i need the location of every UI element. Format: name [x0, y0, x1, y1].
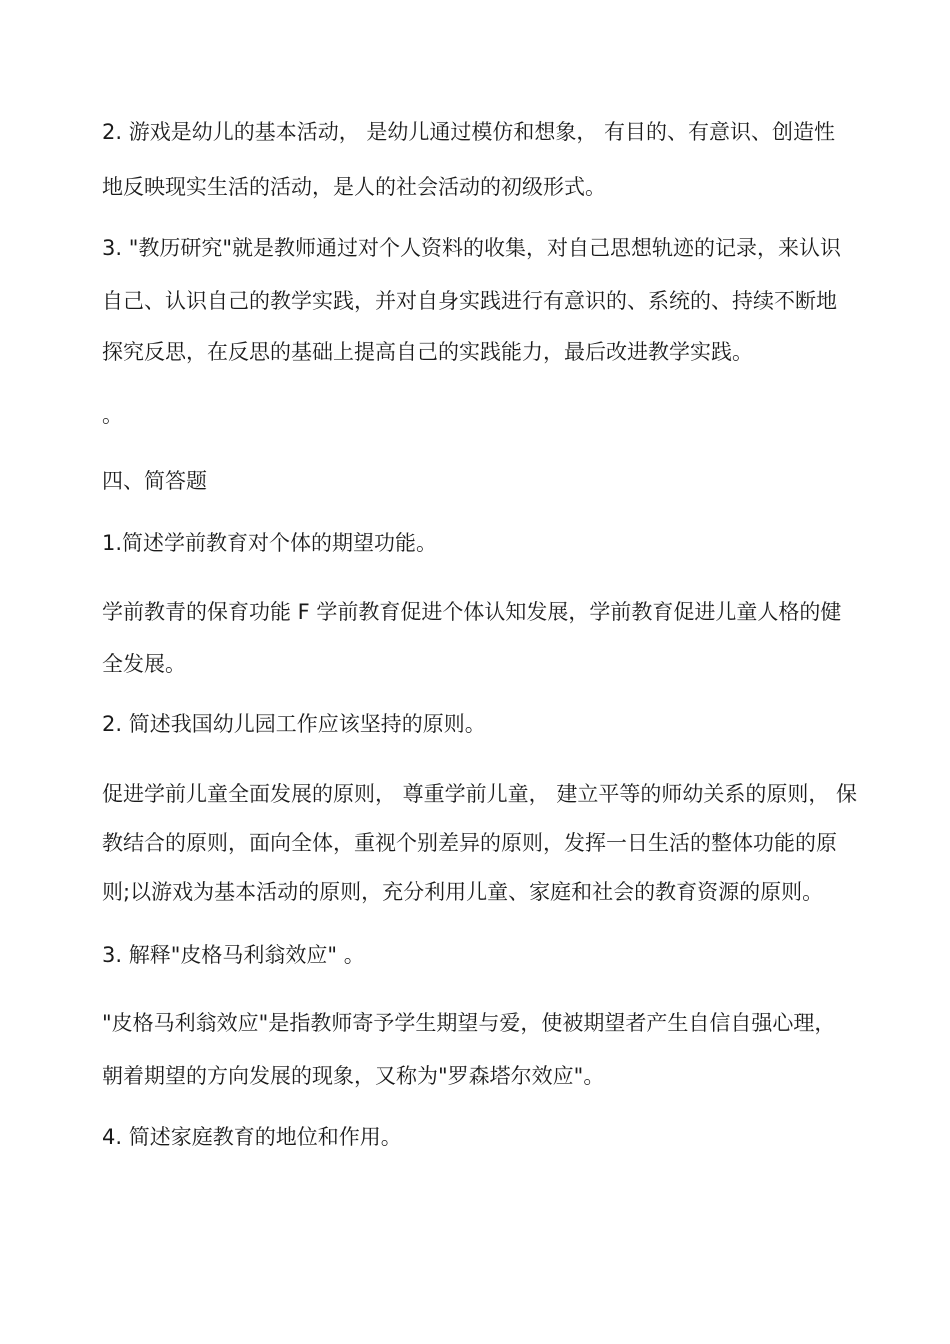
answer-line: "皮格马利翁效应"是指教师寄予学生期望与爱，使被期望者产生自信自强心理， [102, 1011, 836, 1035]
text-line: 2. 游戏是幼儿的基本活动， 是幼儿通过模仿和想象， 有目的、有意识、创造性 [102, 120, 836, 144]
answer-line: 则;以游戏为基本活动的原则，充分利用儿童、家庭和社会的教育资源的原则。 [102, 880, 824, 904]
text-line: 3. "教历研究"就是教师通过对个人资料的收集，对自己思想轨迹的记录，来认识 [102, 236, 842, 260]
answer-line: 全发展。 [102, 652, 186, 676]
question-line: 3. 解释"皮格马利翁效应" 。 [102, 943, 365, 967]
text-line: 自己、认识自己的教学实践，并对自身实践进行有意识的、系统的、持续不断地 [102, 289, 837, 313]
text-line: 地反映现实生活的活动，是人的社会活动的初级形式。 [102, 175, 606, 199]
answer-line: 教结合的原则，面向全体，重视个别差异的原则，发挥一日生活的整体功能的原 [102, 831, 837, 855]
question-line: 2. 简述我国幼儿园工作应该坚持的原则。 [102, 712, 486, 736]
question-line: 4. 简述家庭教育的地位和作用。 [102, 1125, 402, 1149]
question-line: 1.简述学前教育对个体的期望功能。 [102, 531, 438, 555]
answer-line: 朝着期望的方向发展的现象，又称为"罗森塔尔效应"。 [102, 1064, 605, 1088]
text-line: 探究反思，在反思的基础上提高自己的实践能力，最后改进教学实践。 [102, 340, 753, 364]
answer-line: 促进学前儿童全面发展的原则， 尊重学前儿童， 建立平等的师幼关系的原则， 保 [102, 782, 858, 806]
answer-line: 学前教青的保育功能 F 学前教育促进个体认知发展，学前教育促进儿童人格的健 [102, 600, 842, 624]
text-line: 。 [102, 403, 123, 427]
section-heading: 四、简答题 [102, 469, 207, 493]
